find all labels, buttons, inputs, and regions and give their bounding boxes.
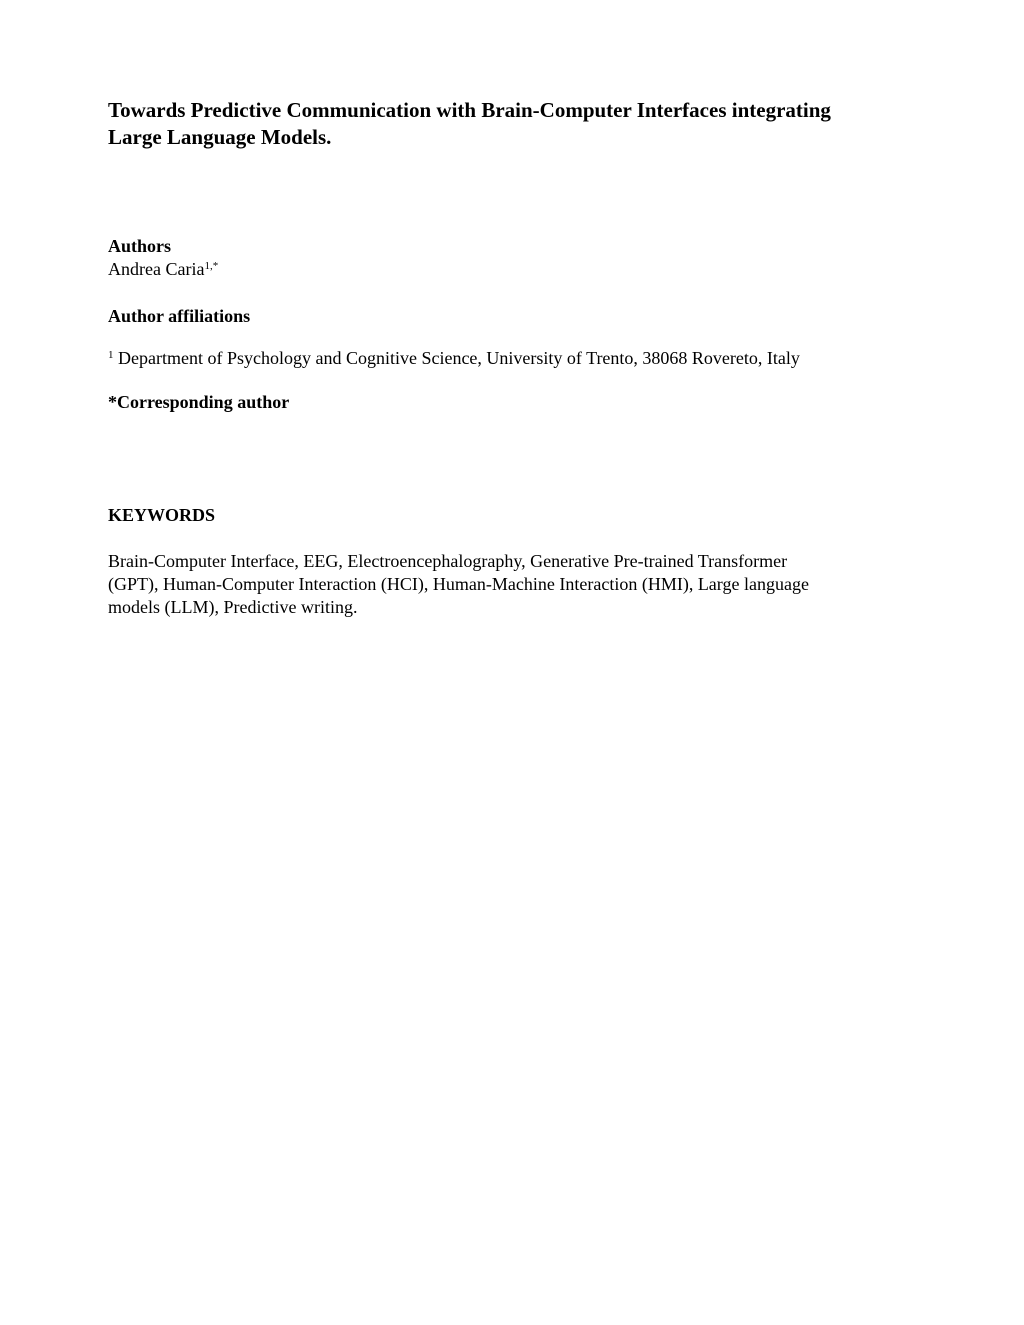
affiliation-line [108,347,800,369]
keywords-heading: KEYWORDS [108,505,216,525]
corresponding-author-heading: *Corresponding author [108,392,290,412]
title-line: Towards Predictive Communication with Brain-Computer Interfaces integrating [108,98,831,122]
author-line [108,258,218,280]
keywords-list [108,550,908,619]
authors-heading: Authors [108,236,172,256]
affiliation-text: Department of Psychology and Cognitive Science, University of Trento, 38068 Rovereto, Italy [113,348,800,368]
keywords-line: models (LLM), Predictive writing. [108,597,358,617]
keywords-line: (GPT), Human-Computer Interaction (HCI), Human-Machine Interaction (HMI), Large language [108,574,809,594]
author-superscript: 1,* [204,260,219,272]
affiliations-heading: Author affiliations [108,306,251,326]
affiliation-superscript: 1 [108,349,114,361]
title-line: Large Language Models. [108,125,332,149]
author-name: Andrea Caria [108,259,205,279]
paper-title [108,97,938,151]
keywords-line: Brain-Computer Interface, EEG, Electroencephalography, Generative Pre-trained Transformer [108,551,788,571]
